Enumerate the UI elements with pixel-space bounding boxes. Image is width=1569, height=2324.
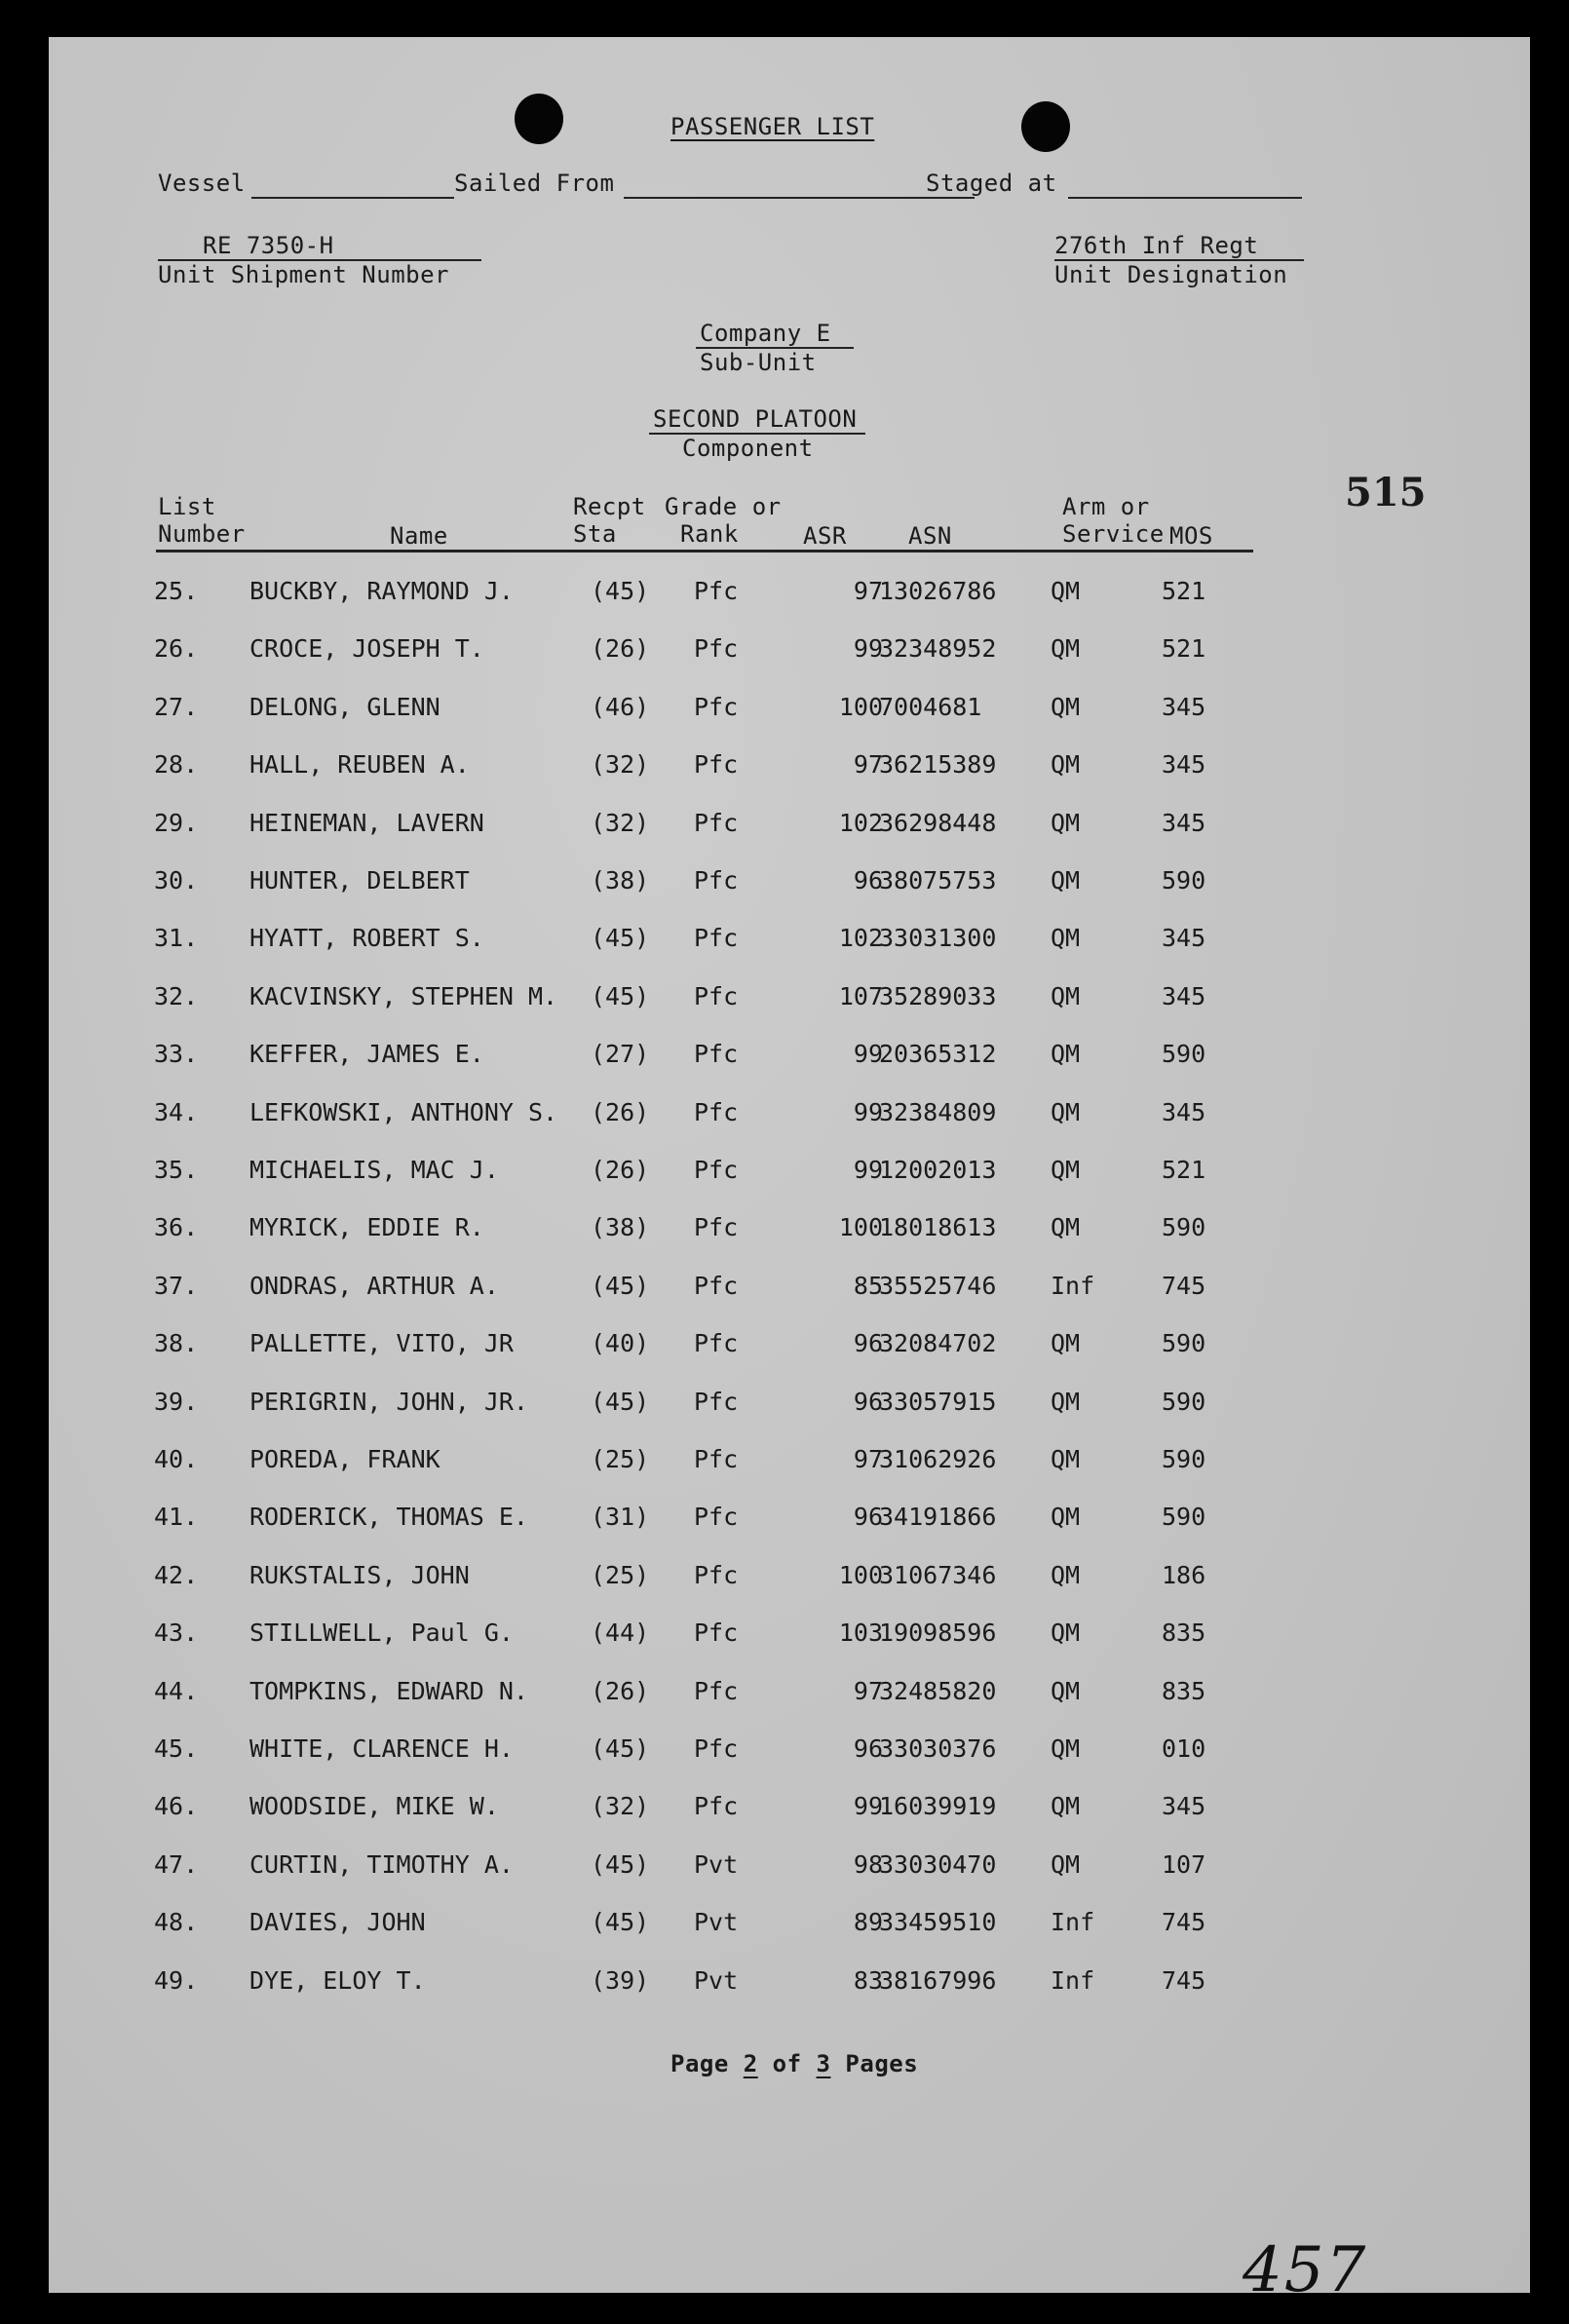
sub-unit-value: Company E — [700, 320, 831, 347]
row-mos: 590 — [1162, 1040, 1206, 1069]
row-mos: 590 — [1162, 1329, 1206, 1358]
row-grade: Pfc — [694, 634, 739, 664]
row-asr: 99 — [853, 1097, 883, 1126]
row-name: PALLETTE, VITO, JR — [249, 1329, 514, 1358]
row-number: 36. — [154, 1213, 199, 1242]
row-arm-service: QM — [1051, 1097, 1081, 1126]
row-grade: Pfc — [694, 1271, 739, 1300]
row-name: HALL, REUBEN A. — [249, 750, 470, 780]
row-asn: 33031300 — [879, 924, 997, 953]
row-asr: 107 — [838, 981, 883, 1010]
page-word: Page — [670, 2050, 729, 2077]
row-grade: Pfc — [694, 981, 739, 1010]
row-name: HUNTER, DELBERT — [249, 866, 470, 895]
row-recpt-sta: (26) — [591, 1156, 650, 1184]
table-row — [49, 809, 1530, 848]
col-mos: MOS — [1169, 522, 1213, 550]
unit-designation-value: 276th Inf Regt — [1054, 232, 1259, 259]
row-recpt-sta: (39) — [591, 1965, 650, 1995]
row-grade: Pfc — [694, 1156, 739, 1184]
sub-unit-label: Sub-Unit — [700, 349, 817, 376]
row-recpt-sta: (31) — [591, 1503, 650, 1532]
row-arm-service: QM — [1051, 1734, 1081, 1763]
row-recpt-sta: (38) — [591, 1213, 650, 1242]
staged-at-blank — [1068, 197, 1302, 199]
col-arm-line1: Arm or — [1062, 493, 1150, 520]
row-arm-service: QM — [1051, 1676, 1081, 1705]
table-row — [49, 1156, 1530, 1195]
row-number: 46. — [154, 1792, 199, 1821]
row-grade: Pfc — [694, 1097, 739, 1126]
row-asn: 12002013 — [879, 1156, 997, 1184]
row-asr: 100 — [838, 1560, 883, 1589]
row-grade: Pfc — [694, 1387, 739, 1416]
row-name: DYE, ELOY T. — [249, 1965, 426, 1995]
of-word: of — [772, 2050, 802, 2077]
row-number: 41. — [154, 1503, 199, 1532]
row-mos: 521 — [1162, 1156, 1206, 1184]
row-grade: Pfc — [694, 1445, 739, 1473]
row-mos: 835 — [1162, 1619, 1206, 1648]
row-asr: 97 — [853, 750, 883, 780]
row-name: BUCKBY, RAYMOND J. — [249, 577, 514, 605]
row-arm-service: Inf — [1051, 1965, 1095, 1995]
row-asn: 31062926 — [879, 1445, 997, 1473]
row-asn: 35289033 — [879, 981, 997, 1010]
row-grade: Pfc — [694, 577, 739, 605]
row-arm-service: QM — [1051, 1560, 1081, 1589]
col-grade-line2: Rank — [680, 520, 739, 548]
table-row — [49, 924, 1530, 963]
row-grade: Pfc — [694, 692, 739, 721]
col-list-number-line1: List — [158, 493, 216, 520]
page-indicator — [670, 2050, 918, 2077]
row-asn: 35525746 — [879, 1271, 997, 1300]
row-asr: 102 — [838, 924, 883, 953]
row-grade: Pfc — [694, 1676, 739, 1705]
row-grade: Pfc — [694, 866, 739, 895]
row-asn: 33459510 — [879, 1908, 997, 1937]
row-arm-service: QM — [1051, 634, 1081, 664]
row-name: ONDRAS, ARTHUR A. — [249, 1271, 499, 1300]
table-row — [49, 1040, 1530, 1079]
row-mos: 345 — [1162, 808, 1206, 837]
row-mos: 345 — [1162, 1097, 1206, 1126]
row-asn: 38167996 — [879, 1965, 997, 1995]
row-asn: 32384809 — [879, 1097, 997, 1126]
row-arm-service: QM — [1051, 1619, 1081, 1648]
row-name: HEINEMAN, LAVERN — [249, 808, 484, 837]
row-arm-service: QM — [1051, 924, 1081, 953]
table-row — [49, 1098, 1530, 1137]
row-mos: 345 — [1162, 692, 1206, 721]
row-asn: 34191866 — [879, 1503, 997, 1532]
row-arm-service: QM — [1051, 1445, 1081, 1473]
col-list-number-line2: Number — [158, 520, 246, 548]
row-asn: 20365312 — [879, 1040, 997, 1069]
row-name: RODERICK, THOMAS E. — [249, 1503, 528, 1532]
table-row — [49, 1329, 1530, 1368]
row-asn: 33030376 — [879, 1734, 997, 1763]
row-asn: 13026786 — [879, 577, 997, 605]
vessel-label: Vessel — [158, 170, 246, 197]
row-name: DAVIES, JOHN — [249, 1908, 426, 1937]
row-asn: 18018613 — [879, 1213, 997, 1242]
document-sheet — [49, 37, 1530, 2306]
row-mos: 745 — [1162, 1271, 1206, 1300]
row-asn: 19098596 — [879, 1619, 997, 1648]
row-asr: 96 — [853, 1503, 883, 1532]
row-grade: Pfc — [694, 750, 739, 780]
row-mos: 186 — [1162, 1560, 1206, 1589]
row-asn: 38075753 — [879, 866, 997, 895]
row-name: TOMPKINS, EDWARD N. — [249, 1676, 528, 1705]
row-asn: 36215389 — [879, 750, 997, 780]
row-grade: Pvt — [694, 1965, 739, 1995]
row-arm-service: QM — [1051, 866, 1081, 895]
row-asr: 99 — [853, 1040, 883, 1069]
row-recpt-sta: (45) — [591, 1387, 650, 1416]
row-mos: 590 — [1162, 1445, 1206, 1473]
row-number: 31. — [154, 924, 199, 953]
row-name: CURTIN, TIMOTHY A. — [249, 1849, 514, 1879]
row-grade: Pfc — [694, 1503, 739, 1532]
row-number: 49. — [154, 1965, 199, 1995]
unit-shipment-label: Unit Shipment Number — [158, 261, 449, 288]
row-mos: 107 — [1162, 1849, 1206, 1879]
row-recpt-sta: (32) — [591, 808, 650, 837]
row-arm-service: QM — [1051, 1849, 1081, 1879]
row-arm-service: QM — [1051, 1213, 1081, 1242]
row-mos: 590 — [1162, 1213, 1206, 1242]
table-row — [49, 1966, 1530, 2005]
row-asr: 97 — [853, 1676, 883, 1705]
row-asr: 99 — [853, 634, 883, 664]
page-total: 3 — [816, 2050, 831, 2077]
row-arm-service: QM — [1051, 692, 1081, 721]
row-name: STILLWELL, Paul G. — [249, 1619, 514, 1648]
row-grade: Pvt — [694, 1908, 739, 1937]
row-name: PERIGRIN, JOHN, JR. — [249, 1387, 528, 1416]
row-arm-service: QM — [1051, 808, 1081, 837]
row-mos: 590 — [1162, 1387, 1206, 1416]
row-name: MYRICK, EDDIE R. — [249, 1213, 484, 1242]
row-recpt-sta: (45) — [591, 924, 650, 953]
col-recpt-line2: Sta — [573, 520, 617, 548]
row-number: 44. — [154, 1676, 199, 1705]
row-recpt-sta: (44) — [591, 1619, 650, 1648]
row-asr: 96 — [853, 1329, 883, 1358]
row-asr: 100 — [838, 692, 883, 721]
row-mos: 521 — [1162, 634, 1206, 664]
row-asr: 103 — [838, 1619, 883, 1648]
row-number: 47. — [154, 1849, 199, 1879]
row-asn: 33057915 — [879, 1387, 997, 1416]
table-row — [49, 1388, 1530, 1427]
row-name: KACVINSKY, STEPHEN M. — [249, 981, 558, 1010]
col-grade-line1: Grade or — [665, 493, 782, 520]
row-arm-service: QM — [1051, 1040, 1081, 1069]
table-row — [49, 1213, 1530, 1252]
row-recpt-sta: (26) — [591, 634, 650, 664]
col-asn: ASN — [908, 522, 952, 550]
row-number: 30. — [154, 866, 199, 895]
row-asr: 102 — [838, 808, 883, 837]
row-asn: 16039919 — [879, 1792, 997, 1821]
row-number: 26. — [154, 634, 199, 664]
pages-word: Pages — [845, 2050, 919, 2077]
row-name: POREDA, FRANK — [249, 1445, 440, 1473]
row-recpt-sta: (45) — [591, 981, 650, 1010]
table-row — [49, 1272, 1530, 1311]
form-title: PASSENGER LIST — [670, 113, 875, 140]
row-asn: 32485820 — [879, 1676, 997, 1705]
row-recpt-sta: (27) — [591, 1040, 650, 1069]
row-asr: 98 — [853, 1849, 883, 1879]
row-asn: 7004681 — [879, 692, 982, 721]
row-number: 40. — [154, 1445, 199, 1473]
col-recpt-line1: Recpt — [573, 493, 646, 520]
stamp-number: 515 — [1345, 470, 1427, 515]
row-number: 35. — [154, 1156, 199, 1184]
row-number: 39. — [154, 1387, 199, 1416]
row-number: 33. — [154, 1040, 199, 1069]
row-recpt-sta: (45) — [591, 1849, 650, 1879]
row-number: 38. — [154, 1329, 199, 1358]
row-number: 45. — [154, 1734, 199, 1763]
row-grade: Pfc — [694, 1329, 739, 1358]
row-recpt-sta: (38) — [591, 866, 650, 895]
component-value: SECOND PLATOON — [653, 405, 858, 433]
row-asr: 96 — [853, 1387, 883, 1416]
row-arm-service: QM — [1051, 750, 1081, 780]
table-row — [49, 866, 1530, 905]
row-mos: 590 — [1162, 1503, 1206, 1532]
row-asr: 96 — [853, 1734, 883, 1763]
table-row — [49, 1561, 1530, 1600]
table-row — [49, 693, 1530, 732]
row-asn: 32084702 — [879, 1329, 997, 1358]
row-number: 28. — [154, 750, 199, 780]
row-mos: 345 — [1162, 924, 1206, 953]
header-rule — [156, 550, 1253, 552]
table-row — [49, 750, 1530, 789]
row-recpt-sta: (45) — [591, 1908, 650, 1937]
row-asr: 89 — [853, 1908, 883, 1937]
table-row — [49, 1445, 1530, 1484]
row-asr: 85 — [853, 1271, 883, 1300]
row-number: 37. — [154, 1271, 199, 1300]
row-mos: 745 — [1162, 1965, 1206, 1995]
table-row — [49, 1734, 1530, 1773]
page-current: 2 — [743, 2050, 758, 2077]
row-arm-service: Inf — [1051, 1271, 1095, 1300]
sailed-from-label: Sailed From — [454, 170, 615, 197]
unit-designation-label: Unit Designation — [1054, 261, 1288, 288]
row-recpt-sta: (25) — [591, 1560, 650, 1589]
row-mos: 835 — [1162, 1676, 1206, 1705]
col-arm-line2: Service — [1062, 520, 1165, 548]
punch-hole-left — [515, 94, 563, 144]
row-grade: Pfc — [694, 1619, 739, 1648]
table-row — [49, 1908, 1530, 1947]
row-number: 48. — [154, 1908, 199, 1937]
row-mos: 590 — [1162, 866, 1206, 895]
row-recpt-sta: (26) — [591, 1097, 650, 1126]
row-arm-service: QM — [1051, 1329, 1081, 1358]
row-asr: 99 — [853, 1156, 883, 1184]
row-grade: Pfc — [694, 1560, 739, 1589]
row-recpt-sta: (26) — [591, 1676, 650, 1705]
table-row — [49, 1850, 1530, 1889]
row-name: KEFFER, JAMES E. — [249, 1040, 484, 1069]
row-number: 29. — [154, 808, 199, 837]
sailed-from-blank — [624, 197, 975, 199]
row-name: CROCE, JOSEPH T. — [249, 634, 484, 664]
col-name: Name — [390, 522, 448, 550]
handwritten-number: 457 — [1243, 2234, 1368, 2306]
row-arm-service: QM — [1051, 1156, 1081, 1184]
row-grade: Pfc — [694, 1792, 739, 1821]
staged-at-label: Staged at — [926, 170, 1057, 197]
row-grade: Pfc — [694, 808, 739, 837]
row-asn: 33030470 — [879, 1849, 997, 1879]
table-row — [49, 1619, 1530, 1657]
table-row — [49, 1792, 1530, 1831]
row-name: DELONG, GLENN — [249, 692, 440, 721]
row-arm-service: Inf — [1051, 1908, 1095, 1937]
table-row — [49, 982, 1530, 1021]
row-asn: 31067346 — [879, 1560, 997, 1589]
row-grade: Pfc — [694, 924, 739, 953]
row-arm-service: QM — [1051, 1387, 1081, 1416]
row-name: WHITE, CLARENCE H. — [249, 1734, 514, 1763]
row-asr: 96 — [853, 866, 883, 895]
component-label: Component — [682, 435, 814, 462]
row-recpt-sta: (45) — [591, 1271, 650, 1300]
punch-hole-right — [1021, 101, 1070, 152]
table-row — [49, 634, 1530, 673]
col-asr: ASR — [803, 522, 847, 550]
row-number: 27. — [154, 692, 199, 721]
row-number: 32. — [154, 981, 199, 1010]
row-asn: 36298448 — [879, 808, 997, 837]
row-asr: 97 — [853, 1445, 883, 1473]
row-number: 34. — [154, 1097, 199, 1126]
row-mos: 345 — [1162, 1792, 1206, 1821]
row-grade: Pfc — [694, 1040, 739, 1069]
row-grade: Pfc — [694, 1734, 739, 1763]
row-arm-service: QM — [1051, 1503, 1081, 1532]
row-grade: Pvt — [694, 1849, 739, 1879]
row-mos: 745 — [1162, 1908, 1206, 1937]
row-mos: 521 — [1162, 577, 1206, 605]
row-mos: 345 — [1162, 750, 1206, 780]
table-row — [49, 1503, 1530, 1542]
row-number: 43. — [154, 1619, 199, 1648]
row-recpt-sta: (45) — [591, 1734, 650, 1763]
vessel-blank — [251, 197, 454, 199]
unit-shipment-value: RE 7350-H — [203, 232, 334, 259]
row-asn: 32348952 — [879, 634, 997, 664]
row-name: HYATT, ROBERT S. — [249, 924, 484, 953]
row-recpt-sta: (32) — [591, 750, 650, 780]
table-row — [49, 1677, 1530, 1716]
table-row — [49, 577, 1530, 616]
row-recpt-sta: (25) — [591, 1445, 650, 1473]
row-arm-service: QM — [1051, 981, 1081, 1010]
row-arm-service: QM — [1051, 577, 1081, 605]
row-mos: 345 — [1162, 981, 1206, 1010]
row-name: MICHAELIS, MAC J. — [249, 1156, 499, 1184]
row-recpt-sta: (40) — [591, 1329, 650, 1358]
row-asr: 83 — [853, 1965, 883, 1995]
row-name: LEFKOWSKI, ANTHONY S. — [249, 1097, 558, 1126]
row-asr: 99 — [853, 1792, 883, 1821]
row-grade: Pfc — [694, 1213, 739, 1242]
row-arm-service: QM — [1051, 1792, 1081, 1821]
row-name: WOODSIDE, MIKE W. — [249, 1792, 499, 1821]
row-number: 25. — [154, 577, 199, 605]
row-mos: 010 — [1162, 1734, 1206, 1763]
row-asr: 100 — [838, 1213, 883, 1242]
row-asr: 97 — [853, 577, 883, 605]
row-name: RUKSTALIS, JOHN — [249, 1560, 470, 1589]
row-number: 42. — [154, 1560, 199, 1589]
row-recpt-sta: (32) — [591, 1792, 650, 1821]
row-recpt-sta: (46) — [591, 692, 650, 721]
row-recpt-sta: (45) — [591, 577, 650, 605]
